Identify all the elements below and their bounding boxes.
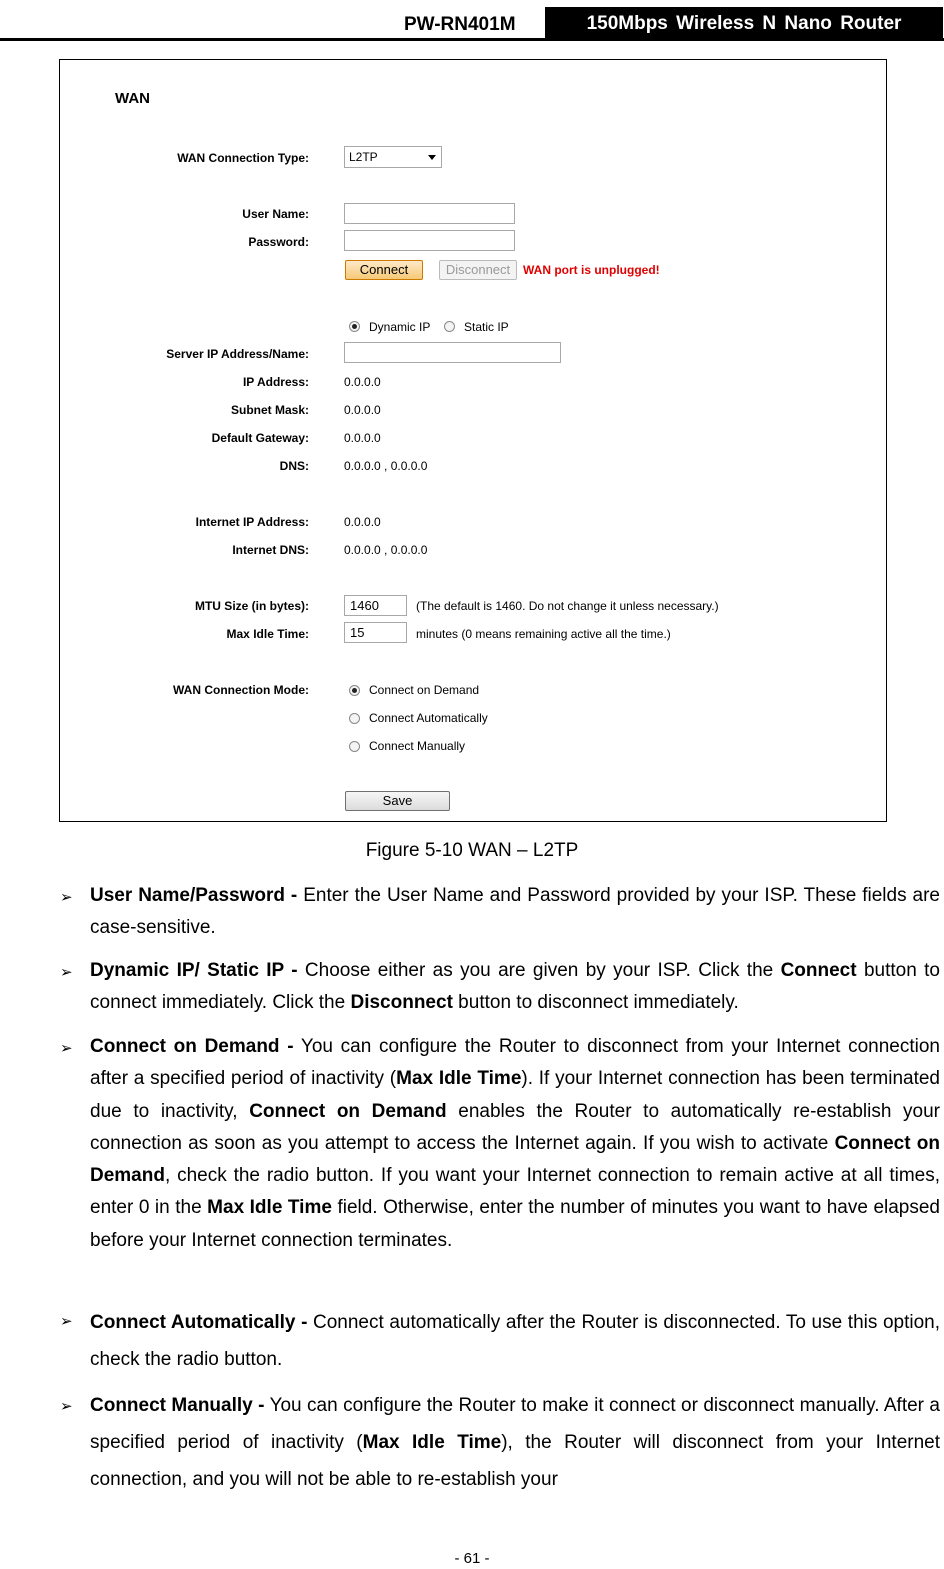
chevron-down-icon <box>428 155 436 160</box>
list-item <box>90 1304 940 1378</box>
connect-button[interactable]: Connect <box>345 260 423 280</box>
item-text: ). If your Internet connection has been terminated due to inactivity, <box>90 1068 940 1122</box>
page-number: - 61 - <box>454 1550 490 1567</box>
idle-hint: minutes (0 means remaining active all the time.) <box>416 627 671 641</box>
item-keyword: Max Idle Time <box>362 1432 502 1453</box>
server-label: Server IP Address/Name: <box>166 347 309 361</box>
item-text: Choose either as you are given by your ISP. Click the <box>297 960 781 981</box>
gateway-label: Default Gateway: <box>211 431 309 445</box>
dynamic-ip-radio[interactable] <box>349 321 360 332</box>
internet-ip-label: Internet IP Address: <box>195 515 309 529</box>
item-text: ), the Router will disconnect from your Internet connection, and you will not be able to re-establish your <box>90 1432 940 1490</box>
wan-warning: WAN port is unplugged! <box>523 263 660 277</box>
mtu-input[interactable]: 1460 <box>344 595 407 616</box>
ip-address-label: IP Address: <box>242 375 309 389</box>
mode-label: WAN Connection Mode: <box>173 683 309 697</box>
item-text: You can configure the Router to disconnect from your Internet connection after a specified period of inactivity ( <box>90 1036 941 1090</box>
subnet-mask-value: 0.0.0.0 <box>344 403 381 417</box>
password-input[interactable] <box>344 230 515 251</box>
connect-manually-radio[interactable] <box>349 741 360 752</box>
item-text: enables the Router to automatically re-establish your connection as soon as you attempt to access the Internet again. If you wish to activate <box>90 1100 940 1154</box>
connect-manually-label: Connect Manually <box>369 739 466 753</box>
item-keyword: Connect <box>780 960 857 981</box>
item-text: , check the radio button. If you want your Internet connection to remain active at all times, enter 0 in the <box>90 1165 940 1219</box>
list-item <box>90 1387 940 1498</box>
bullet-arrow-icon: ➢ <box>60 1398 73 1415</box>
item-keyword: Connect on Demand <box>249 1100 447 1122</box>
item-term: Connect Automatically - <box>90 1312 308 1333</box>
item-keyword: Max Idle Time <box>207 1197 332 1219</box>
item-term: Connect on Demand - <box>90 1036 294 1057</box>
connection-type-label: WAN Connection Type: <box>177 151 309 165</box>
item-term: Dynamic IP/ Static IP - <box>90 960 298 981</box>
static-ip-radio[interactable] <box>444 321 455 332</box>
gateway-value: 0.0.0.0 <box>344 431 381 445</box>
list-item <box>90 955 940 1020</box>
item-text: Enter the User Name and Password provided by your ISP. These fields are case-sensitive. <box>90 885 941 939</box>
item-keyword: Max Idle Time <box>396 1068 522 1090</box>
user-name-label: User Name: <box>242 207 309 221</box>
internet-dns-value: 0.0.0.0 , 0.0.0.0 <box>344 543 428 557</box>
item-text: You can configure the Router to make it connect or disconnect manually. After a specified period of inactivity ( <box>90 1395 940 1453</box>
header-rule <box>0 38 944 41</box>
subnet-mask-label: Subnet Mask: <box>230 403 309 417</box>
connect-automatically-label: Connect Automatically <box>369 711 488 725</box>
dns-value: 0.0.0.0 , 0.0.0.0 <box>344 459 428 473</box>
item-keyword: Connect on Demand <box>90 1132 940 1187</box>
item-text: button to disconnect immediately. <box>452 992 739 1014</box>
item-text: Connect automatically after the Router is disconnected. To use this option, check the radio button. <box>90 1312 940 1370</box>
save-button[interactable]: Save <box>345 791 450 811</box>
server-input[interactable] <box>344 342 561 363</box>
bullet-arrow-icon: ➢ <box>60 889 73 906</box>
figure-caption: Figure 5-10 WAN – L2TP <box>365 840 579 861</box>
connect-automatically-radio[interactable] <box>349 713 360 724</box>
wan-settings-figure <box>59 59 887 822</box>
ip-address-value: 0.0.0.0 <box>344 375 381 389</box>
internet-ip-value: 0.0.0.0 <box>344 515 381 529</box>
header-model: PW-RN401M <box>404 14 516 35</box>
disconnect-button[interactable]: Disconnect <box>439 260 517 280</box>
idle-label: Max Idle Time: <box>226 627 309 641</box>
connect-on-demand-radio[interactable] <box>349 685 360 696</box>
dynamic-ip-label: Dynamic IP <box>369 320 431 334</box>
header-title: 150Mbps Wireless N Nano Router <box>545 7 943 39</box>
bullet-arrow-icon: ➢ <box>60 964 73 981</box>
mtu-hint: (The default is 1460. Do not change it unless necessary.) <box>416 599 719 613</box>
connection-type-value: L2TP <box>349 150 378 164</box>
connection-type-select[interactable] <box>344 146 442 168</box>
wan-title: WAN <box>115 90 150 107</box>
item-text: button to connect immediately. Click the <box>90 960 940 1014</box>
item-term: User Name/Password - <box>90 885 298 906</box>
user-name-input[interactable] <box>344 203 515 224</box>
bullet-arrow-icon: ➢ <box>60 1313 73 1330</box>
list-item <box>90 1031 940 1257</box>
password-label: Password: <box>248 235 309 249</box>
static-ip-label: Static IP <box>464 320 509 334</box>
connect-on-demand-label: Connect on Demand <box>369 683 480 697</box>
idle-input[interactable]: 15 <box>344 622 407 643</box>
dns-label: DNS: <box>279 459 309 473</box>
internet-dns-label: Internet DNS: <box>232 543 309 557</box>
item-text: field. Otherwise, enter the number of minutes you want to have elapsed before your Internet connection terminates. <box>90 1197 940 1251</box>
bullet-arrow-icon: ➢ <box>60 1040 73 1057</box>
item-keyword: Disconnect <box>350 992 453 1014</box>
mtu-label: MTU Size (in bytes): <box>194 599 309 613</box>
item-term: Connect Manually - <box>90 1395 265 1416</box>
list-item <box>90 880 940 945</box>
